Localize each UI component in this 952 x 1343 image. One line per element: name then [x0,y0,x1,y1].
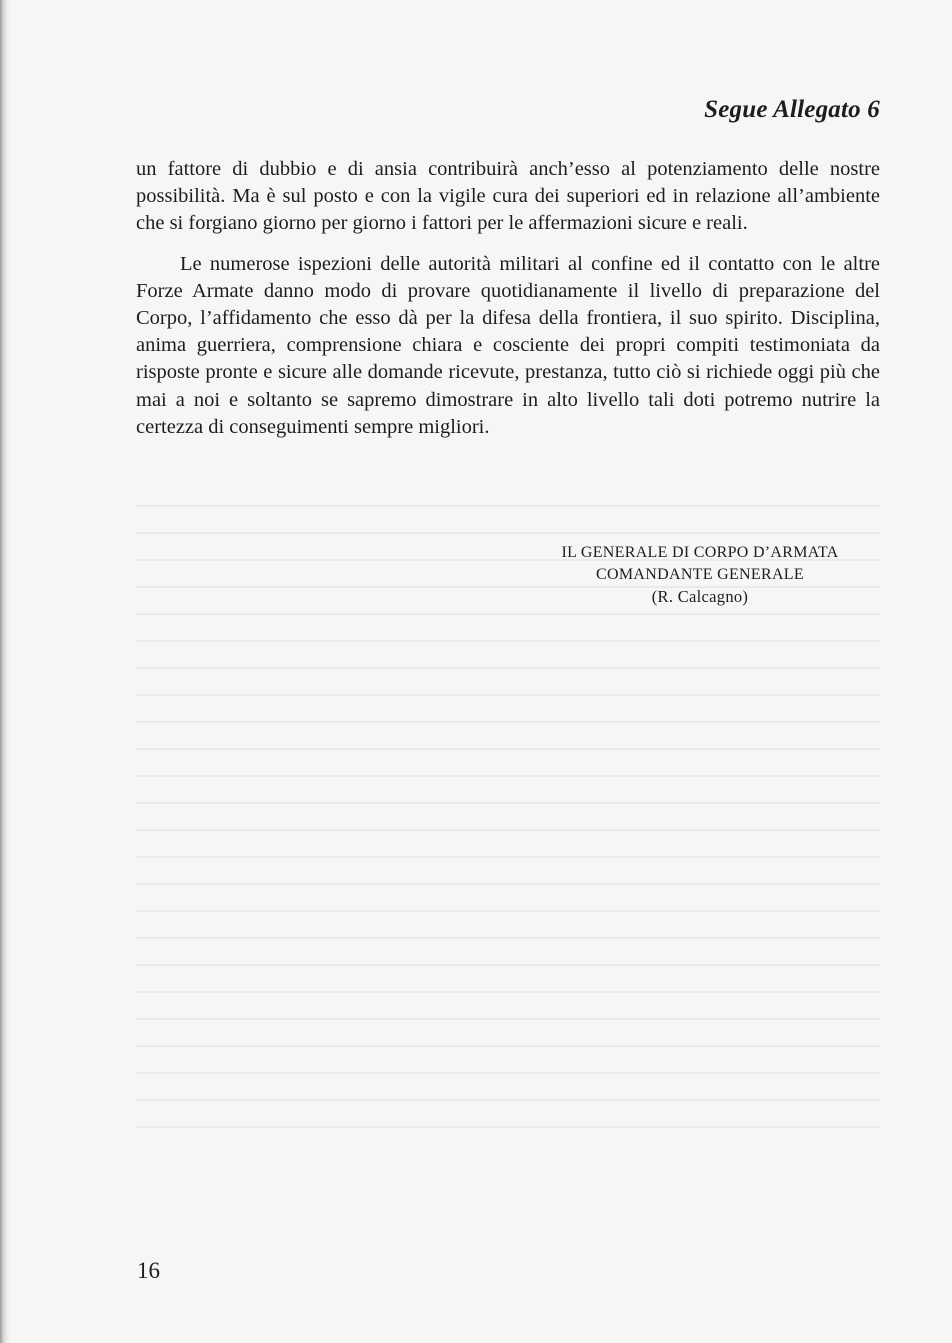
signature-role: COMANDANTE GENERALE [596,566,804,583]
page-header-title: Segue Allegato 6 [704,96,880,123]
paragraph-2: Le numerose ispezioni delle autorità militari al confine ed il contatto con le altre Forze Armate danno modo di provare quotidianamente il livello di preparazione del Corpo, l’affidamento che esso dà per la difesa della frontiera, il suo spirito. Disciplina, anima guerriera, comprensione chiara e cosciente dei propri compiti testimoniata da risposte pronte e sicure alle domande ricevute, prestanza, tutto ciò si richiede oggi più che mai a noi e soltanto se sapremo dimostrare in alto livello tali doti potremo nutrire la certezza di conseguimenti sempre migliori. [136,252,880,438]
signature-name: (R. Calcagno) [651,587,749,606]
binding-edge [0,0,10,1343]
signature-block [520,542,880,608]
page-number: 16 [137,1258,160,1283]
body-text [136,156,880,441]
paragraph-1: un fattore di dubbio e di ansia contribuirà anch’esso al potenziamento delle nostre possibilità. Ma è sul posto e con la vigile cura dei superiori ed in relazione all’ambiente che si forgiano giorno per giorno i fattori per le affermazioni sicure e reali. [136,158,880,235]
signature-rank: IL GENERALE DI CORPO D’ARMATA [561,544,839,561]
